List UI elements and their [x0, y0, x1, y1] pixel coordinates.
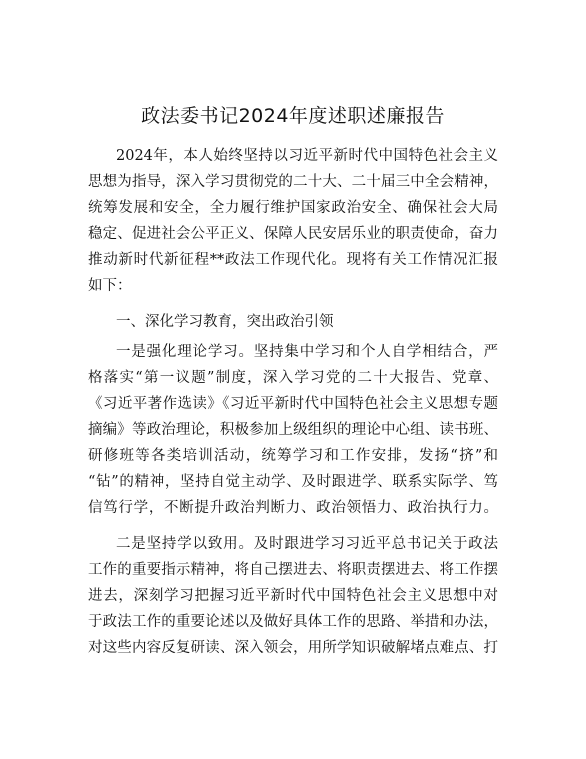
paragraph-line: 于政法工作的重要论述以及做好具体工作的思路、举措和办法，	[88, 614, 498, 630]
intro-line: 统筹发展和安全，全力履行维护国家政治安全、确保社会大局	[88, 200, 498, 216]
paragraph-line: 二是坚持学以致用。及时跟进学习习近平总书记关于政法	[116, 536, 498, 552]
paragraph-line: 工作的重要指示精神，将自己摆进去、将职责摆进去、将工作摆	[88, 562, 498, 578]
intro-line: 推动新时代新征程**政法工作现代化。现将有关工作情况汇报	[88, 252, 498, 268]
intro-line: 如下：	[88, 278, 132, 294]
intro-line: 稳定、促进社会公平正义、保障人民安居乐业的职责使命，奋力	[88, 226, 498, 242]
section-heading: 一、深化学习教育，突出政治引领	[116, 314, 334, 330]
paragraph-line: 对这些内容反复研读、深入领会，用所学知识破解堵点难点、打	[88, 640, 498, 656]
paragraph-line: 摘编》等政治理论，积极参加上级组织的理论中心组、读书班、	[88, 422, 498, 438]
paragraph-line: 信笃行学，不断提升政治判断力、政治领悟力、政治执行力。	[88, 500, 498, 516]
paragraph-line: “钻”的精神，坚持自觉主动学、及时跟进学、联系实际学、笃	[88, 474, 498, 490]
document-title: 政法委书记2024年度述职述廉报告	[141, 105, 445, 127]
paragraph-line: 进去，深刻学习把握习近平新时代中国特色社会主义思想中对	[88, 588, 498, 604]
paragraph-line: 《习近平著作选读》《习近平新时代中国特色社会主义思想专题	[88, 396, 498, 412]
paragraph-line: 研修班等各类培训活动，统筹学习和工作安排，发扬“挤”和	[88, 448, 498, 464]
paragraph-line: 格落实“第一议题”制度，深入学习党的二十大报告、党章、	[88, 370, 498, 386]
intro-line: 思想为指导，深入学习贯彻党的二十大、二十届三中全会精神，	[88, 174, 498, 190]
intro-line: 2024年，本人始终坚持以习近平新时代中国特色社会主义	[116, 148, 498, 164]
paragraph-line: 一是强化理论学习。坚持集中学习和个人自学相结合，严	[116, 344, 498, 360]
